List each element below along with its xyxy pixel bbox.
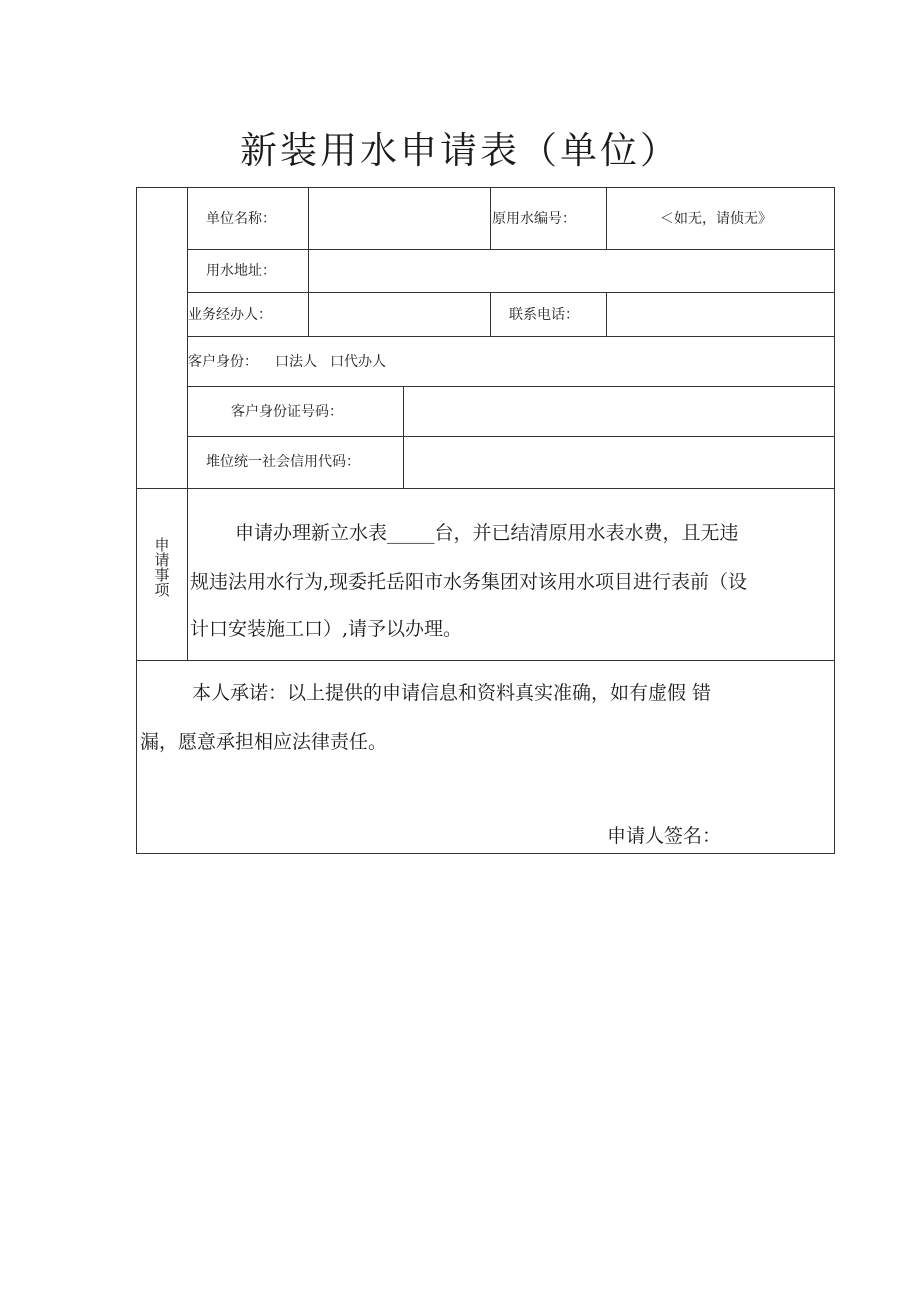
col-divider (308, 188, 309, 249)
identity-label: 客户身份： (188, 354, 258, 370)
identity-option-legal[interactable]: 口法人 (275, 354, 317, 370)
agent-label: 业务经办人： (188, 307, 272, 323)
unit-name-label: 单位名称： (206, 211, 276, 227)
row-divider (187, 386, 835, 387)
application-items-label (137, 538, 187, 598)
col-divider (490, 188, 491, 249)
label-column-divider (187, 188, 188, 660)
col-divider (490, 292, 491, 336)
application-form (136, 187, 835, 854)
commitment-text-line-1: 本人承诺：以上提供的申请信息和资料真实准确，如有虚假 错 (192, 682, 712, 704)
id-number-label: 客户身份证号码： (231, 404, 343, 420)
identity-option-agent[interactable]: 口代办人 (330, 354, 386, 370)
commitment-text-line-2: 漏，愿意承担相应法律责任。 (140, 731, 388, 753)
credit-code-label: 堆位统一社会信用代码： (206, 454, 360, 470)
col-divider (606, 292, 607, 336)
address-label: 用水地址： (206, 263, 276, 279)
row-divider (187, 292, 835, 293)
label-char: 事 (154, 566, 170, 584)
row-divider (187, 336, 835, 337)
orig-water-no-field[interactable]: ＜如无，请侦无》 (660, 211, 772, 227)
col-divider (403, 386, 404, 488)
application-text-line-2: 规违法用水行为,现委托岳阳市水务集团对该用水项目进行表前（设 (190, 571, 748, 593)
application-text-line-3: 计口安装施工口）,请予以办理。 (190, 618, 463, 640)
section-divider (137, 488, 835, 489)
row-divider (187, 249, 835, 250)
label-char: 请 (154, 551, 170, 569)
orig-water-no-label: 原用水编号： (492, 211, 576, 227)
row-divider (187, 436, 835, 437)
col-divider (308, 292, 309, 336)
col-divider (308, 249, 309, 292)
section-divider (137, 660, 835, 661)
label-char: 项 (154, 581, 170, 599)
col-divider (606, 188, 607, 249)
phone-label: 联系电话： (509, 307, 579, 323)
page-title: 新装用水申请表（单位） (240, 129, 680, 172)
label-char: 申 (154, 536, 170, 554)
signature-label: 申请人签名： (607, 825, 722, 847)
application-text-line-1: 申请办理新立水表_____台，并已结清原用水表水费，且无违 (235, 522, 739, 544)
